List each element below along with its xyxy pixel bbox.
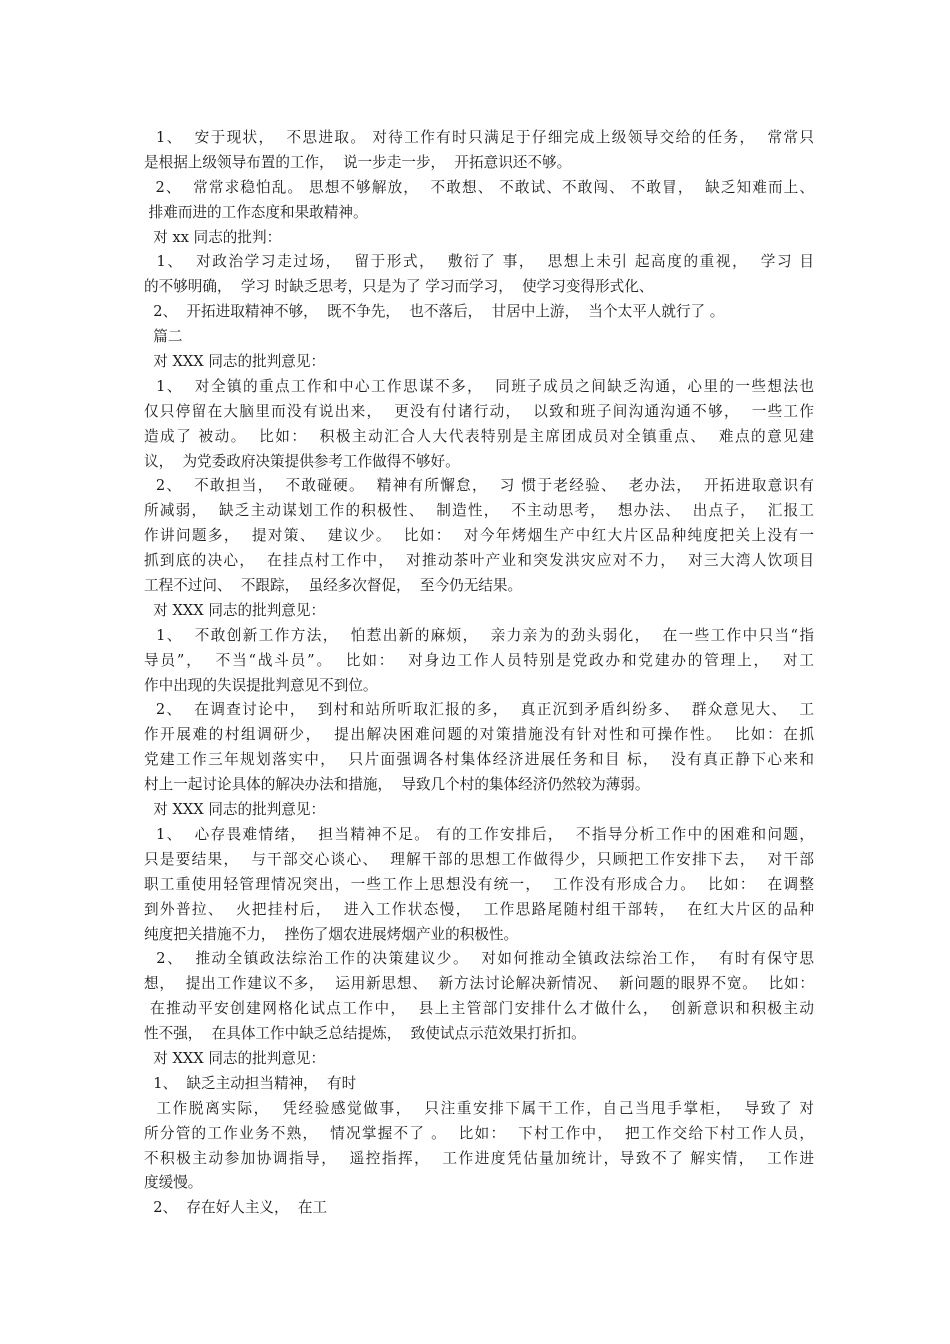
- text-line: 是根据上级领导布置的工作， 说一步走一步， 开拓意识还不够。: [144, 153, 572, 171]
- text-line: 作讲问题多， 提对策、 建议少。 比如： 对今年烤烟生产中红大片区品种纯度把关上没有一: [144, 527, 814, 545]
- text-line: 度缓慢。: [144, 1174, 203, 1192]
- text-line: 1、 心存畏难情绪， 担当精神不足。 有的工作安排后， 不指导分析工作中的困难和问题，: [144, 825, 814, 843]
- text-line: 只是要结果， 与干部交心谈心、 理解干部的思想工作做得少，只顾把工作安排下去， 对干部: [144, 850, 814, 868]
- text-line: 工作脱离实际， 凭经验感觉做事， 只注重安排下属干工作，自己当甩手掌柜， 导致了 对: [144, 1099, 814, 1117]
- text-line: 想， 提出工作建议不多， 运用新思想、 新方法讨论解决新情况、 新问题的眼界不宽。 比如：: [144, 975, 814, 993]
- text-line: 议， 为党委政府决策提供参考工作做得不够好。: [144, 452, 460, 470]
- text-line: 对 XXX 同志的批判意见：: [144, 1049, 326, 1067]
- text-line: 抓到底的决心， 在挂点村工作中， 对推动茶叶产业和突发洪灾应对不力， 对三大湾人饮项目: [144, 552, 814, 570]
- document-page: [144, 126, 814, 1221]
- text-line: 2、 推动全镇政法综治工作的决策建议少。 对如何推动全镇政法综治工作， 有时有保守思: [144, 950, 814, 968]
- text-line: 党建工作三年规划落实中， 只片面强调各村集体经济进展任务和目 标， 没有真正静下心来和: [144, 751, 814, 769]
- text-line: 导员”， 不当“战斗员”。 比如： 对身边工作人员特别是党政办和党建办的管理上， 对工: [144, 651, 814, 669]
- text-line: 1、 缺乏主动担当精神， 有时: [144, 1074, 357, 1092]
- text-line: 职工重使用轻管理情况突出，一些工作上思想没有统一， 工作没有形成合力。 比如： 在调整: [144, 875, 814, 893]
- text-line: 作开展难的村组调研少， 提出解决困难问题的对策措施没有针对性和可操作性。 比如：在抓: [144, 726, 814, 744]
- text-line: 1、 对全镇的重点工作和中心工作思谋不多， 同班子成员之间缺乏沟通，心里的一些想法也: [144, 377, 814, 395]
- text-line: 对 XXX 同志的批判意见：: [144, 801, 326, 819]
- text-line: 排难而进的工作态度和果敢精神。: [144, 203, 368, 221]
- text-line: 到外普拉、 火把挂村后， 进入工作状态慢， 工作思路尾随村组干部转， 在红大片区的品种: [144, 900, 814, 918]
- text-line: 对 xx 同志的批判：: [144, 228, 282, 246]
- text-line: 所分管的工作业务不熟， 情况掌握不了 。 比如： 下村工作中， 把工作交给下村工作人员，: [144, 1124, 814, 1142]
- text-line: 篇二: [144, 328, 183, 346]
- text-line: 1、 不敢创新工作方法， 怕惹出新的麻烦， 亲力亲为的劲头弱化， 在一些工作中只当“指: [144, 626, 814, 644]
- text-line: 造成了 被动。 比如： 积极主动汇合人大代表特别是主席团成员对全镇重点、 难点的意见建: [144, 427, 814, 445]
- text-line: 1、 对政治学习走过场， 留于形式， 敷衍了 事， 思想上未引 起高度的重视， 学习 目: [144, 253, 814, 271]
- text-line: 对 XXX 同志的批判意见：: [144, 353, 326, 371]
- text-line: 工程不过问、 不跟踪， 虽经多次督促， 至今仍无结果。: [144, 577, 523, 595]
- text-line: 作中出现的失误提批判意见不到位。: [144, 676, 378, 694]
- text-line: 纯度把关措施不力， 挫伤了烟农进展烤烟产业的积极性。: [144, 925, 519, 943]
- text-line: 2、 在调查讨论中， 到村和站所听取汇报的多， 真正沉到矛盾纠纷多、 群众意见大、 工: [144, 701, 814, 719]
- text-line: 2、 开拓进取精神不够， 既不争先， 也不落后， 甘居中上游， 当个太平人就行了 。: [144, 303, 725, 321]
- text-line: 1、 安于现状， 不思进取。 对待工作有时只满足于仔细完成上级领导交给的任务， 常常只: [144, 129, 814, 146]
- text-line: 2、 不敢担当， 不敢碰硬。 精神有所懈怠， 习 惯于老经验、 老办法， 开拓进取意识有: [144, 477, 814, 495]
- text-line: 所减弱， 缺乏主动谋划工作的积极性、 制造性， 不主动思考， 想办法、 出点子， 汇报工: [144, 502, 814, 520]
- text-line: 2、 常常求稳怕乱。 思想不够解放， 不敢想、 不敢试、不敢闯、 不敢冒， 缺乏知难而上、: [144, 178, 814, 196]
- text-line: 在推动平安创建网格化试点工作中， 县上主管部门安排什么才做什么， 创新意识和积极主动: [144, 1000, 814, 1018]
- text-line: 不积极主动参加协调指导， 遥控指挥， 工作进度凭估量加统计，导致不了 解实情， 工作进: [144, 1149, 814, 1167]
- text-line: 对 XXX 同志的批判意见：: [144, 601, 326, 619]
- text-line: 的不够明确， 学习 时缺乏思考，只是为了 学习而学习， 使学习变得形式化、: [144, 278, 654, 296]
- text-line: 2、 存在好人主义， 在工: [144, 1199, 328, 1217]
- text-line: 村上一起讨论具体的解决办法和措施， 导致几个村的集体经济仍然较为薄弱。: [144, 776, 650, 794]
- text-line: 性不强， 在具体工作中缺乏总结提炼， 致使试点示范效果打折扣。: [144, 1025, 586, 1043]
- text-line: 仅只停留在大脑里而没有说出来， 更没有付诸行动， 以致和班子间沟通沟通不够， 一些工作: [144, 402, 814, 420]
